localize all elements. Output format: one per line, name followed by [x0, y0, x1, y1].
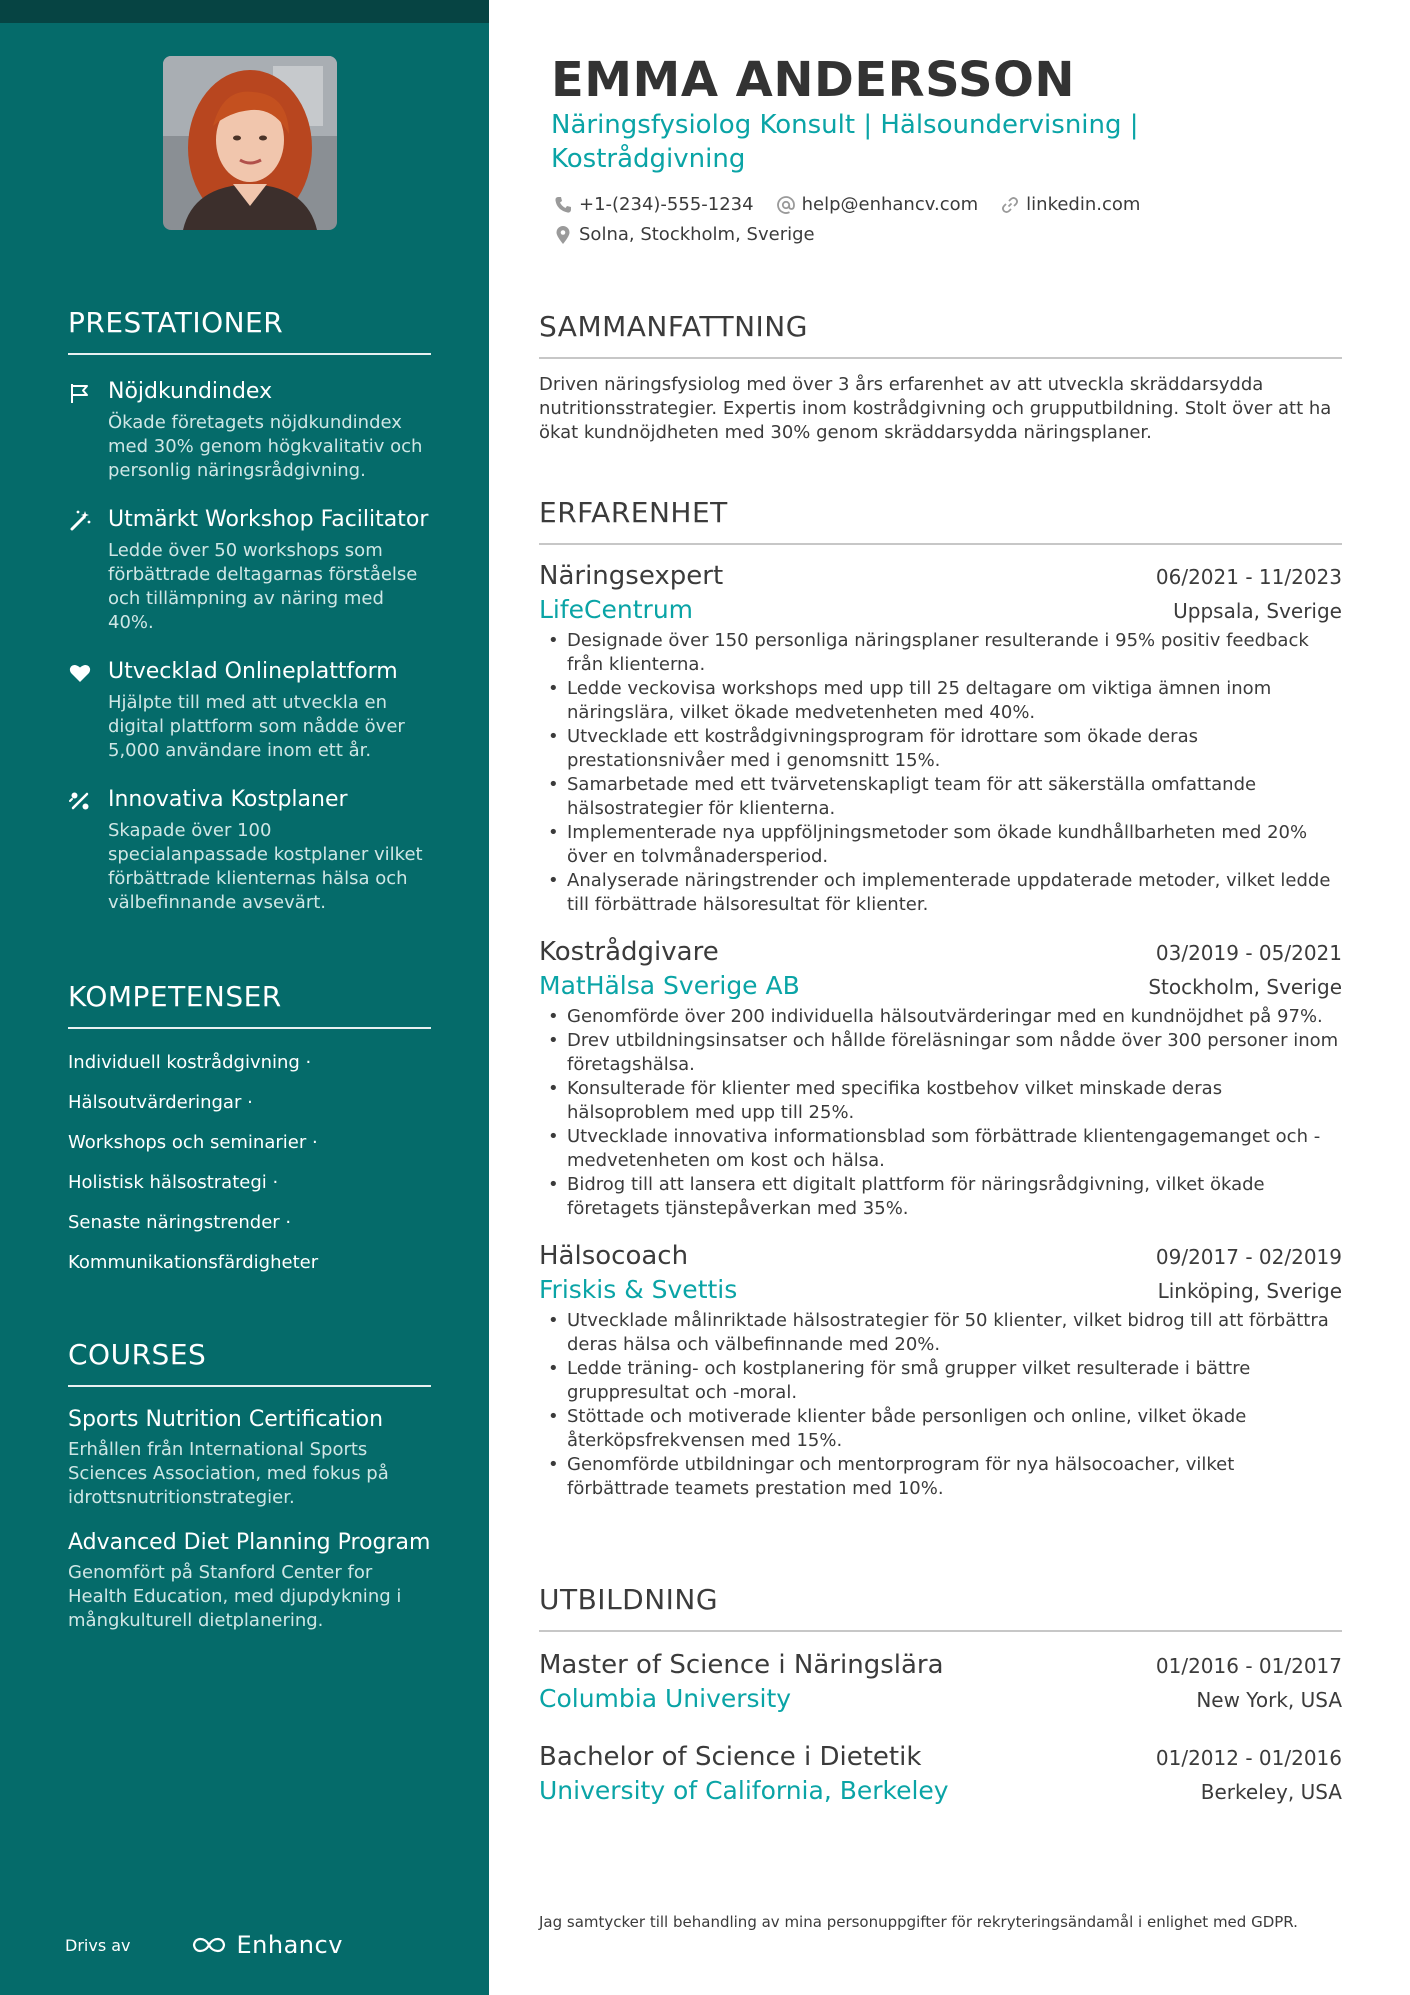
- course-title: Sports Nutrition Certification: [68, 1407, 384, 1432]
- job-entry: [539, 935, 1342, 1221]
- job-bullet: • Genomförde över 200 individuella hälsoutvärderingar med en kundnöjdhet på 97%.: [539, 1005, 1342, 1029]
- achievements-title: PRESTATIONER: [68, 306, 431, 355]
- skill-item: Workshops och seminarier ·: [68, 1132, 318, 1153]
- achievement-title: Utvecklad Onlineplattform: [108, 659, 398, 684]
- courses-section: [68, 1338, 431, 1633]
- job-location: Uppsala, Sverige: [1173, 599, 1342, 623]
- summary-section: [539, 310, 1342, 445]
- course-desc: Genomfört på Stanford Center for Health Education, med djupdykning i mångkulturell dietplanering.: [68, 1562, 402, 1631]
- education-title: UTBILDNING: [539, 1583, 1342, 1632]
- job-bullet: • Ledde träning- och kostplanering för små grupper vilket resulterade i bättre gruppresultat och -moral.: [539, 1357, 1342, 1405]
- achievements-section: [68, 306, 431, 915]
- enhancv-brand[interactable]: Enhancv: [236, 1931, 343, 1959]
- gdpr-consent: Jag samtycker till behandling av mina personuppgifter för rekryteringsändamål i enlighet med GDPR.: [539, 1913, 1298, 1931]
- skill-item: Senaste näringstrender ·: [68, 1212, 292, 1233]
- job-title: Hälsocoach: [539, 1241, 689, 1271]
- job-title: Näringsexpert: [539, 561, 724, 591]
- education-section: [539, 1583, 1342, 1808]
- job-company[interactable]: LifeCentrum: [539, 595, 694, 624]
- skills-title: KOMPETENSER: [68, 980, 431, 1029]
- experience-title: ERFARENHET: [539, 496, 1342, 545]
- phone-text: +1-(234)-555-1234: [579, 194, 754, 215]
- achievement-title: Nöjdkundindex: [108, 379, 273, 404]
- job-bullet: • Drev utbildningsinsatser och hållde föreläsningar som nådde över 300 personer inom företagshälsa.: [539, 1029, 1342, 1077]
- location-row: [553, 224, 837, 245]
- courses-title: COURSES: [68, 1338, 431, 1387]
- candidate-name: EMMA ANDERSSON: [551, 52, 1076, 108]
- job-bullets: [539, 629, 1342, 917]
- job-location: Linköping, Sverige: [1157, 1279, 1342, 1303]
- at-sign-icon: [776, 195, 796, 215]
- achievement-title: Innovativa Kostplaner: [108, 787, 348, 812]
- heart-icon: [68, 661, 92, 685]
- course-item: [68, 1405, 431, 1510]
- job-bullet: • Konsulterade för klienter med specifika kostbehov vilket minskade deras hälsoproblem med upp till 25%.: [539, 1077, 1342, 1125]
- job-bullet: • Bidrog till att lansera ett digitalt plattform för näringsrådgivning, vilket ökade företagets tjänstepåverkan med 35%.: [539, 1173, 1342, 1221]
- job-bullet: • Analyserade näringstrender och implementerade uppdaterade metoder, vilket ledde till förbättrade hälsoresultat för klienter.: [539, 869, 1342, 917]
- sidebar: [0, 0, 489, 1995]
- sidebar-top-bar: [0, 0, 489, 23]
- achievement-item: [68, 505, 431, 635]
- achievement-desc: Skapade över 100 specialanpassade kostplaner vilket förbättrade klienternas hälsa och välbefinnande avsevärt.: [108, 820, 423, 913]
- location-pin-icon: [553, 225, 573, 245]
- edu-dates: 01/2012 - 01/2016: [1155, 1746, 1342, 1770]
- achievement-title: Utmärkt Workshop Facilitator: [108, 507, 429, 532]
- course-item: [68, 1528, 431, 1633]
- job-company[interactable]: Friskis & Svettis: [539, 1275, 738, 1304]
- skill-item: Holistisk hälsostrategi ·: [68, 1172, 279, 1193]
- job-bullet: • Utvecklade innovativa informationsblad som förbättrade klientengagemanget och -medvetenheten om kost och hälsa.: [539, 1125, 1342, 1173]
- location-text: Solna, Stockholm, Sverige: [579, 224, 815, 245]
- degree: Master of Science i Näringslära: [539, 1650, 944, 1680]
- job-bullet: • Designade över 150 personliga näringsplaner resulterande i 95% positiv feedback från klienterna.: [539, 629, 1342, 677]
- job-title: Kostrådgivare: [539, 937, 719, 967]
- school[interactable]: University of California, Berkeley: [539, 1776, 949, 1805]
- job-bullet: • Utvecklade målinriktade hälsostrategier för 50 klienter, vilket bidrog till att förbättra deras hälsa och välbefinnande med 20%.: [539, 1309, 1342, 1357]
- contact-email[interactable]: [776, 194, 979, 215]
- percent-icon: [68, 789, 92, 813]
- job-bullet: • Implementerade nya uppföljningsmetoder som ökade kundhållbarheten med 20% över en tolvmånadersperiod.: [539, 821, 1342, 869]
- course-desc: Erhållen från International Sports Sciences Association, med fokus på idrottsnutritionstrategier.: [68, 1439, 389, 1508]
- edu-location: Berkeley, USA: [1200, 1780, 1342, 1804]
- profile-photo: [163, 56, 337, 230]
- summary-title: SAMMANFATTNING: [539, 310, 1342, 359]
- education-entry: [539, 1648, 1342, 1716]
- phone-icon: [553, 195, 573, 215]
- link-icon: [1000, 195, 1020, 215]
- skills-list: [68, 1043, 431, 1283]
- job-dates: 06/2021 - 11/2023: [1155, 565, 1342, 589]
- job-bullet: • Samarbetade med ett tvärvetenskapligt team för att säkerställa omfattande hälsostrategier för klienterna.: [539, 773, 1342, 821]
- job-company[interactable]: MatHälsa Sverige AB: [539, 971, 800, 1000]
- course-title: Advanced Diet Planning Program: [68, 1530, 431, 1555]
- edu-dates: 01/2016 - 01/2017: [1155, 1654, 1342, 1678]
- school[interactable]: Columbia University: [539, 1684, 792, 1713]
- achievement-desc: Hjälpte till med att utveckla en digital plattform som nådde över 5,000 användare inom ett år.: [108, 692, 405, 761]
- job-bullets: [539, 1005, 1342, 1221]
- job-bullets: [539, 1309, 1342, 1501]
- contact-phone[interactable]: [553, 194, 754, 215]
- avatar: [163, 56, 337, 230]
- degree: Bachelor of Science i Dietetik: [539, 1742, 922, 1772]
- powered-label: Drivs av: [65, 1935, 131, 1955]
- achievement-desc: Ledde över 50 workshops som förbättrade deltagarnas förståelse och tillämpning av näring med 40%.: [108, 540, 418, 633]
- experience-section: [539, 496, 1342, 1501]
- job-entry: [539, 559, 1342, 917]
- achievement-desc: Ökade företagets nöjdkundindex med 30% genom högkvalitativ och personlig näringsrådgivning.: [108, 412, 423, 481]
- job-bullet: • Stöttade och motiverade klienter både personligen och online, vilket ökade återköpsfrekvensen med 15%.: [539, 1405, 1342, 1453]
- magic-wand-icon: [68, 509, 92, 533]
- powered-by: [65, 1930, 365, 1960]
- education-entry: [539, 1740, 1342, 1808]
- job-entry: [539, 1239, 1342, 1501]
- skill-item: Hälsoutvärderingar ·: [68, 1092, 253, 1113]
- job-bullet: • Genomförde utbildningar och mentorprogram för nya hälsocoacher, vilket förbättrade teamets prestation med 10%.: [539, 1453, 1342, 1501]
- job-dates: 03/2019 - 05/2021: [1155, 941, 1342, 965]
- skill-item: Kommunikationsfärdigheter: [68, 1252, 319, 1273]
- job-bullet: • Ledde veckovisa workshops med upp till 25 deltagare om viktiga ämnen inom näringslära, vilket ökade medvetenheten med 40%.: [539, 677, 1342, 725]
- achievement-item: [68, 785, 431, 915]
- edu-location: New York, USA: [1196, 1688, 1342, 1712]
- job-location: Stockholm, Sverige: [1148, 975, 1342, 999]
- skills-section: [68, 980, 431, 1283]
- flag-icon: [68, 381, 92, 405]
- contact-linkedin[interactable]: [1000, 194, 1140, 215]
- skill-item: Individuell kostrådgivning ·: [68, 1052, 312, 1073]
- job-bullet: • Utvecklade ett kostrådgivningsprogram för idrottare som ökade deras prestationsnivåer med i genomsnitt 15%.: [539, 725, 1342, 773]
- enhancv-logo-icon: [189, 1933, 229, 1957]
- contact-row: [553, 194, 1162, 215]
- job-dates: 09/2017 - 02/2019: [1155, 1245, 1342, 1269]
- contact-location: [553, 224, 815, 245]
- achievement-item: [68, 377, 431, 483]
- linkedin-text: linkedin.com: [1026, 194, 1141, 215]
- achievement-item: [68, 657, 431, 763]
- headline: Näringsfysiolog Konsult | Hälsoundervisning | Kostrådgivning: [551, 110, 1139, 174]
- email-text: help@enhancv.com: [801, 194, 979, 215]
- summary-text: Driven näringsfysiolog med över 3 års erfarenhet av att utveckla skräddarsydda nutritionsstrategier. Expertis inom kostrådgivning och grupputbildning. Stolt över att ha ökat kundnöjdheten med 30% genom skräddarsydda näringsplaner.: [539, 374, 1332, 443]
